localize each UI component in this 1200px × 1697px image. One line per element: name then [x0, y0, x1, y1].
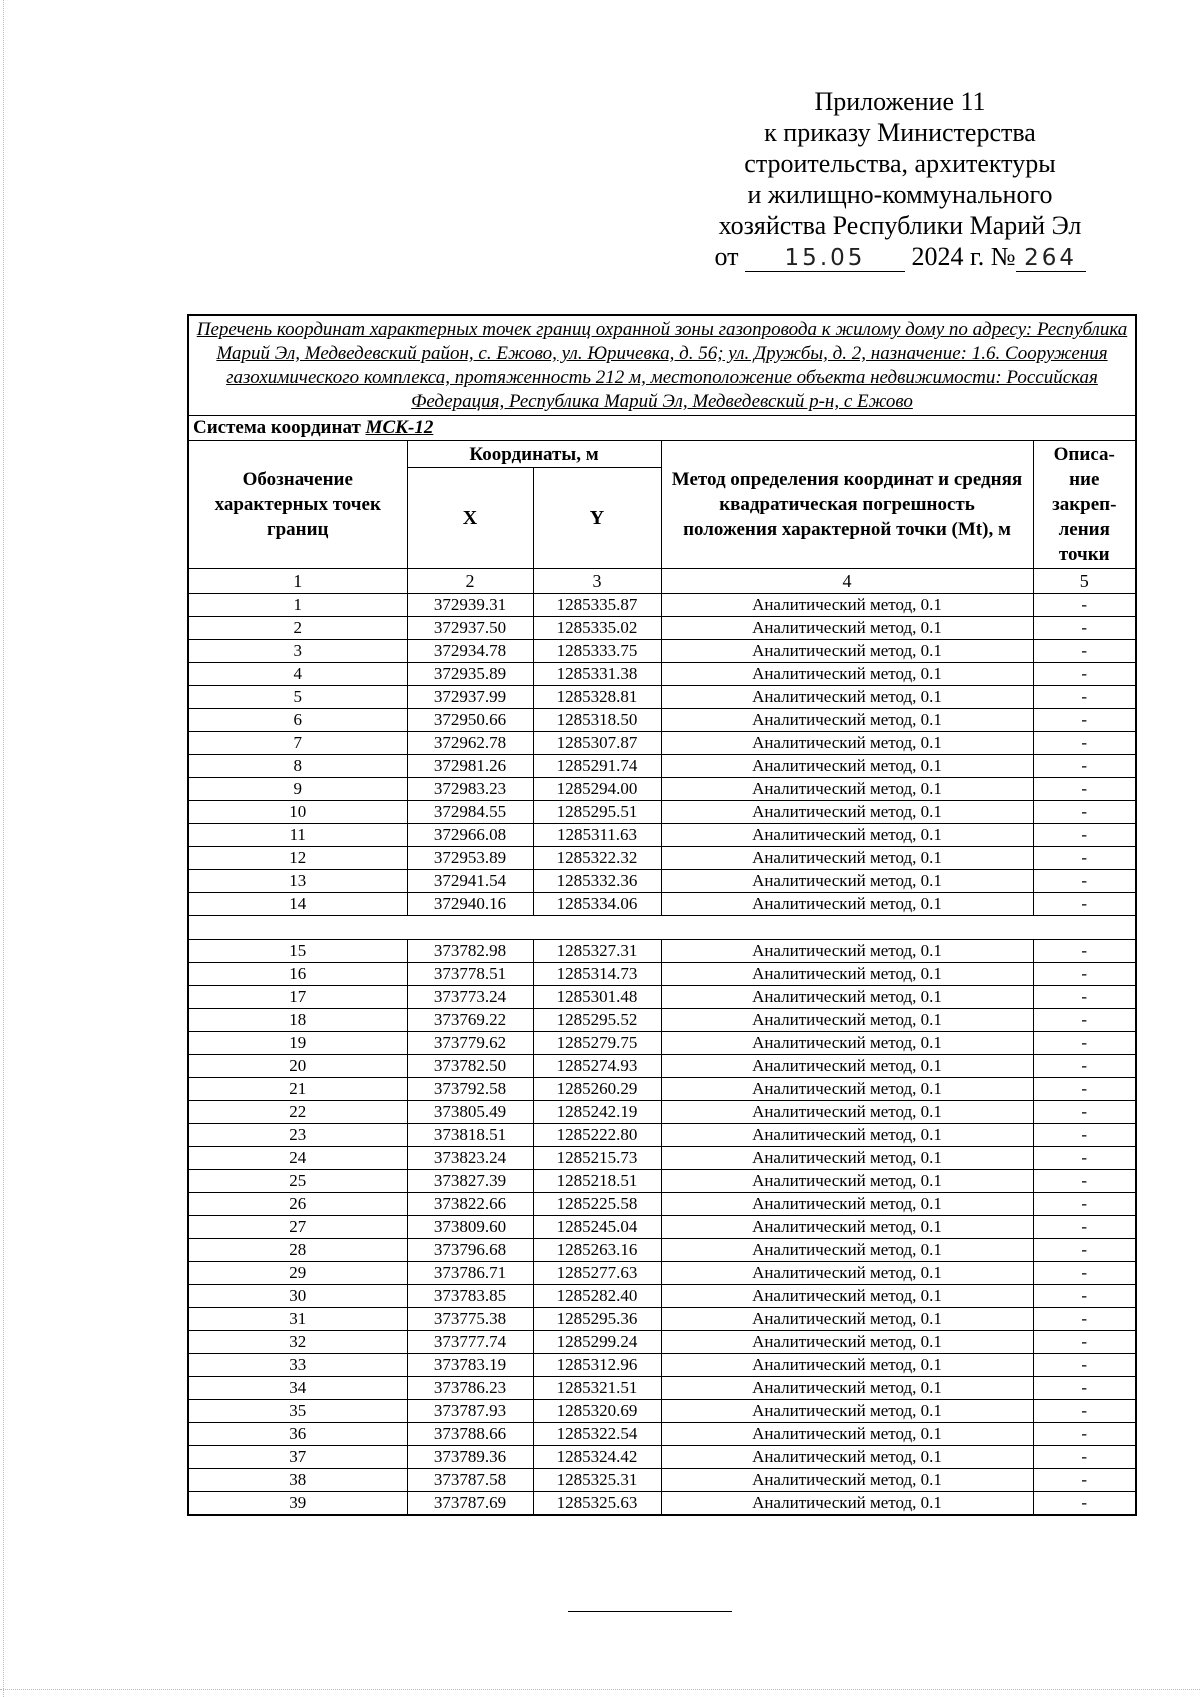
method-cell: Аналитический метод, 0.1 — [661, 1032, 1033, 1055]
method-cell: Аналитический метод, 0.1 — [661, 1423, 1033, 1446]
table-row — [188, 870, 1136, 893]
description-cell: - — [1033, 870, 1136, 893]
method-cell: Аналитический метод, 0.1 — [661, 1170, 1033, 1193]
description-cell: - — [1033, 963, 1136, 986]
table-row — [188, 1469, 1136, 1492]
description-cell: - — [1033, 1101, 1136, 1124]
method-cell: Аналитический метод, 0.1 — [661, 1400, 1033, 1423]
coordinate-system-value: МСК-12 — [365, 417, 434, 438]
coordinate-x: 373773.24 — [407, 986, 533, 1009]
method-cell: Аналитический метод, 0.1 — [661, 1469, 1033, 1492]
description-cell: - — [1033, 1124, 1136, 1147]
coordinate-y: 1285215.73 — [533, 1147, 661, 1170]
table-row — [188, 824, 1136, 847]
coordinate-y: 1285312.96 — [533, 1354, 661, 1377]
coordinate-x: 372940.16 — [407, 893, 533, 916]
coordinate-x: 373783.19 — [407, 1354, 533, 1377]
coordinate-y: 1285291.74 — [533, 755, 661, 778]
description-cell: - — [1033, 1032, 1136, 1055]
point-number: 36 — [188, 1423, 407, 1446]
method-cell: Аналитический метод, 0.1 — [661, 986, 1033, 1009]
coordinate-x: 373787.93 — [407, 1400, 533, 1423]
coordinate-x: 372962.78 — [407, 732, 533, 755]
coordinate-x: 373778.51 — [407, 963, 533, 986]
description-cell: - — [1033, 893, 1136, 916]
table-row — [188, 640, 1136, 663]
description-cell: - — [1033, 709, 1136, 732]
coordinate-y: 1285295.51 — [533, 801, 661, 824]
method-cell: Аналитический метод, 0.1 — [661, 1078, 1033, 1101]
coordinate-x: 373783.85 — [407, 1285, 533, 1308]
point-number: 31 — [188, 1308, 407, 1331]
coordinate-x: 372953.89 — [407, 847, 533, 870]
coordinate-y: 1285225.58 — [533, 1193, 661, 1216]
table-row — [188, 709, 1136, 732]
point-number: 21 — [188, 1078, 407, 1101]
coordinate-x: 373786.71 — [407, 1262, 533, 1285]
coordinate-x: 373823.24 — [407, 1147, 533, 1170]
point-number: 32 — [188, 1331, 407, 1354]
table-row — [188, 986, 1136, 1009]
method-cell: Аналитический метод, 0.1 — [661, 778, 1033, 801]
method-cell: Аналитический метод, 0.1 — [661, 686, 1033, 709]
appendix-title: Приложение 11 — [814, 87, 986, 116]
table-row — [188, 893, 1136, 916]
coordinate-x: 373822.66 — [407, 1193, 533, 1216]
coordinate-y: 1285245.04 — [533, 1216, 661, 1239]
method-cell: Аналитический метод, 0.1 — [661, 1354, 1033, 1377]
point-number: 38 — [188, 1469, 407, 1492]
table-row — [188, 1147, 1136, 1170]
description-cell: - — [1033, 778, 1136, 801]
coordinate-y: 1285295.36 — [533, 1308, 661, 1331]
column-number: 1 — [188, 569, 407, 594]
description-cell: - — [1033, 732, 1136, 755]
coordinates-table — [187, 314, 1137, 1516]
coordinate-x: 373787.58 — [407, 1469, 533, 1492]
description-cell: - — [1033, 1055, 1136, 1078]
coordinate-x: 373788.66 — [407, 1423, 533, 1446]
coordinate-x: 373779.62 — [407, 1032, 533, 1055]
point-number: 27 — [188, 1216, 407, 1239]
description-cell: - — [1033, 1400, 1136, 1423]
point-number: 13 — [188, 870, 407, 893]
coordinate-y: 1285218.51 — [533, 1170, 661, 1193]
method-cell: Аналитический метод, 0.1 — [661, 1377, 1033, 1400]
method-cell: Аналитический метод, 0.1 — [661, 663, 1033, 686]
table-row — [188, 663, 1136, 686]
table-row — [188, 1423, 1136, 1446]
method-cell: Аналитический метод, 0.1 — [661, 963, 1033, 986]
coordinate-x: 373782.98 — [407, 940, 533, 963]
coordinate-x: 373782.50 — [407, 1055, 533, 1078]
description-cell: - — [1033, 1170, 1136, 1193]
header-description: Описа-ние закреп-ления точки — [1033, 441, 1136, 569]
table-row — [188, 778, 1136, 801]
point-number: 24 — [188, 1147, 407, 1170]
description-cell: - — [1033, 594, 1136, 617]
point-number: 37 — [188, 1446, 407, 1469]
method-cell: Аналитический метод, 0.1 — [661, 732, 1033, 755]
coordinate-x: 373805.49 — [407, 1101, 533, 1124]
coordinate-y: 1285242.19 — [533, 1101, 661, 1124]
description-cell: - — [1033, 1009, 1136, 1032]
description-cell: - — [1033, 1147, 1136, 1170]
appendix-line-5: хозяйства Республики Марий Эл — [718, 211, 1082, 240]
description-cell: - — [1033, 1492, 1136, 1516]
column-number-row — [188, 569, 1136, 594]
point-number: 26 — [188, 1193, 407, 1216]
description-cell: - — [1033, 1446, 1136, 1469]
table-row — [188, 1239, 1136, 1262]
point-number: 16 — [188, 963, 407, 986]
coordinate-x: 373796.68 — [407, 1239, 533, 1262]
point-number: 34 — [188, 1377, 407, 1400]
header-coordinates: Координаты, м — [407, 441, 661, 468]
coordinate-x: 373777.74 — [407, 1331, 533, 1354]
coordinate-y: 1285332.36 — [533, 870, 661, 893]
appendix-line-3: строительства, архитектуры — [744, 149, 1056, 178]
coordinate-x: 372950.66 — [407, 709, 533, 732]
method-cell: Аналитический метод, 0.1 — [661, 847, 1033, 870]
coordinate-x: 372966.08 — [407, 824, 533, 847]
point-number: 3 — [188, 640, 407, 663]
coordinate-y: 1285314.73 — [533, 963, 661, 986]
method-cell: Аналитический метод, 0.1 — [661, 755, 1033, 778]
coordinate-x: 372983.23 — [407, 778, 533, 801]
appendix-line-2: к приказу Министерства — [764, 118, 1036, 147]
caption-row — [188, 315, 1136, 416]
description-cell: - — [1033, 1239, 1136, 1262]
description-cell: - — [1033, 1285, 1136, 1308]
point-number: 15 — [188, 940, 407, 963]
method-cell: Аналитический метод, 0.1 — [661, 1216, 1033, 1239]
description-cell: - — [1033, 847, 1136, 870]
method-cell: Аналитический метод, 0.1 — [661, 1308, 1033, 1331]
table-row — [188, 1446, 1136, 1469]
method-cell: Аналитический метод, 0.1 — [661, 801, 1033, 824]
table-row — [188, 847, 1136, 870]
method-cell: Аналитический метод, 0.1 — [661, 1009, 1033, 1032]
coordinate-y: 1285279.75 — [533, 1032, 661, 1055]
description-cell: - — [1033, 801, 1136, 824]
description-cell: - — [1033, 1078, 1136, 1101]
method-cell: Аналитический метод, 0.1 — [661, 824, 1033, 847]
point-number: 6 — [188, 709, 407, 732]
coordinate-system — [188, 416, 1136, 441]
point-number: 2 — [188, 617, 407, 640]
point-number: 25 — [188, 1170, 407, 1193]
table-row — [188, 1285, 1136, 1308]
point-number: 17 — [188, 986, 407, 1009]
table-row — [188, 1032, 1136, 1055]
coordinate-x: 372941.54 — [407, 870, 533, 893]
coordinate-system-label: Система координат — [193, 417, 361, 438]
table-row — [188, 1124, 1136, 1147]
coordinate-y: 1285263.16 — [533, 1239, 661, 1262]
coordinate-y: 1285274.93 — [533, 1055, 661, 1078]
coordinate-y: 1285335.87 — [533, 594, 661, 617]
method-cell: Аналитический метод, 0.1 — [661, 940, 1033, 963]
method-cell: Аналитический метод, 0.1 — [661, 1101, 1033, 1124]
table-row — [188, 617, 1136, 640]
point-number: 19 — [188, 1032, 407, 1055]
header-y: Y — [533, 468, 661, 569]
method-cell: Аналитический метод, 0.1 — [661, 640, 1033, 663]
point-number: 7 — [188, 732, 407, 755]
description-cell: - — [1033, 1216, 1136, 1239]
table-row — [188, 1101, 1136, 1124]
year-number-label: 2024 г. № — [911, 242, 1016, 271]
point-number: 18 — [188, 1009, 407, 1032]
table-row — [188, 686, 1136, 709]
point-number: 29 — [188, 1262, 407, 1285]
point-number: 8 — [188, 755, 407, 778]
coordinate-y: 1285322.54 — [533, 1423, 661, 1446]
description-cell: - — [1033, 824, 1136, 847]
coordinate-x: 372934.78 — [407, 640, 533, 663]
header-method: Метод определения координат и средняя квадратическая погрешность положения характерной точки (Mt), м — [661, 441, 1033, 569]
header-designation: Обозначение характерных точек границ — [188, 441, 407, 569]
table-row — [188, 1078, 1136, 1101]
coordinate-y: 1285327.31 — [533, 940, 661, 963]
table-row — [188, 732, 1136, 755]
method-cell: Аналитический метод, 0.1 — [661, 617, 1033, 640]
coordinate-x: 372937.50 — [407, 617, 533, 640]
coordinate-x: 372984.55 — [407, 801, 533, 824]
table-row — [188, 594, 1136, 617]
coordinate-y: 1285222.80 — [533, 1124, 661, 1147]
table-row — [188, 1170, 1136, 1193]
method-cell: Аналитический метод, 0.1 — [661, 1055, 1033, 1078]
point-number: 14 — [188, 893, 407, 916]
table-caption: Перечень координат характерных точек границ охранной зоны газопровода к жилому дому по адресу: Республика Марий Эл, Медведевский район, с. Ежово, ул. Юричевка, д. 56; ул. Дружбы, д. 2, назначение: 1.6. Сооружения газохимического комплекса, протяженность 212 м, местоположение объекта недвижимости: Российская Федерация, Республика Марий Эл, Медведевский р-н, с Ежово — [188, 315, 1136, 416]
table-row — [188, 940, 1136, 963]
group-separator-row — [188, 916, 1136, 940]
coordinate-y: 1285325.63 — [533, 1492, 661, 1516]
method-cell: Аналитический метод, 0.1 — [661, 1285, 1033, 1308]
scan-edge-bottom — [0, 1689, 1200, 1690]
coordinate-x: 373775.38 — [407, 1308, 533, 1331]
coordinate-y: 1285325.31 — [533, 1469, 661, 1492]
description-cell: - — [1033, 1354, 1136, 1377]
description-cell: - — [1033, 663, 1136, 686]
method-cell: Аналитический метод, 0.1 — [661, 1147, 1033, 1170]
appendix-line-4: и жилищно-коммунального — [747, 180, 1053, 209]
column-number: 5 — [1033, 569, 1136, 594]
table-row — [188, 1193, 1136, 1216]
point-number: 5 — [188, 686, 407, 709]
order-date-handwritten: 15.05 — [745, 245, 905, 272]
description-cell: - — [1033, 1193, 1136, 1216]
point-number: 4 — [188, 663, 407, 686]
from-label: от — [714, 242, 739, 271]
coordinate-x: 372935.89 — [407, 663, 533, 686]
coordinate-y: 1285295.52 — [533, 1009, 661, 1032]
coordinate-x: 373786.23 — [407, 1377, 533, 1400]
column-number: 4 — [661, 569, 1033, 594]
description-cell: - — [1033, 1308, 1136, 1331]
coordinate-x: 373789.36 — [407, 1446, 533, 1469]
point-number: 33 — [188, 1354, 407, 1377]
table-row — [188, 1400, 1136, 1423]
coordinate-y: 1285294.00 — [533, 778, 661, 801]
description-cell: - — [1033, 686, 1136, 709]
point-number: 20 — [188, 1055, 407, 1078]
description-cell: - — [1033, 1423, 1136, 1446]
point-number: 39 — [188, 1492, 407, 1516]
point-number: 9 — [188, 778, 407, 801]
table-row — [188, 801, 1136, 824]
method-cell: Аналитический метод, 0.1 — [661, 1446, 1033, 1469]
point-number: 28 — [188, 1239, 407, 1262]
coordinate-x: 372981.26 — [407, 755, 533, 778]
method-cell: Аналитический метод, 0.1 — [661, 870, 1033, 893]
coordinate-y: 1285318.50 — [533, 709, 661, 732]
table-row — [188, 1216, 1136, 1239]
description-cell: - — [1033, 617, 1136, 640]
method-cell: Аналитический метод, 0.1 — [661, 1239, 1033, 1262]
method-cell: Аналитический метод, 0.1 — [661, 1331, 1033, 1354]
appendix-header — [690, 86, 1110, 272]
coordinate-y: 1285321.51 — [533, 1377, 661, 1400]
header-x: X — [407, 468, 533, 569]
coordinate-y: 1285333.75 — [533, 640, 661, 663]
coordinate-x: 373827.39 — [407, 1170, 533, 1193]
coordinate-x: 373809.60 — [407, 1216, 533, 1239]
coordinate-x: 372937.99 — [407, 686, 533, 709]
description-cell: - — [1033, 755, 1136, 778]
method-cell: Аналитический метод, 0.1 — [661, 709, 1033, 732]
coordinate-y: 1285328.81 — [533, 686, 661, 709]
description-cell: - — [1033, 1377, 1136, 1400]
method-cell: Аналитический метод, 0.1 — [661, 594, 1033, 617]
coordinate-y: 1285311.63 — [533, 824, 661, 847]
coordinate-y: 1285322.32 — [533, 847, 661, 870]
coordinate-x: 373818.51 — [407, 1124, 533, 1147]
method-cell: Аналитический метод, 0.1 — [661, 893, 1033, 916]
coordinate-y: 1285324.42 — [533, 1446, 661, 1469]
method-cell: Аналитический метод, 0.1 — [661, 1124, 1033, 1147]
table-row — [188, 963, 1136, 986]
table-row — [188, 1009, 1136, 1032]
description-cell: - — [1033, 940, 1136, 963]
coordinate-y: 1285320.69 — [533, 1400, 661, 1423]
header-row-1 — [188, 441, 1136, 468]
coordinate-y: 1285277.63 — [533, 1262, 661, 1285]
coordinate-y: 1285260.29 — [533, 1078, 661, 1101]
table-row — [188, 755, 1136, 778]
description-cell: - — [1033, 640, 1136, 663]
coordinate-y: 1285301.48 — [533, 986, 661, 1009]
order-number-handwritten: 264 — [1016, 245, 1086, 272]
coordinate-y: 1285307.87 — [533, 732, 661, 755]
table-row — [188, 1354, 1136, 1377]
table-row — [188, 1492, 1136, 1516]
table-row — [188, 1055, 1136, 1078]
order-date-line — [690, 241, 1110, 272]
group-separator — [188, 916, 1136, 940]
description-cell: - — [1033, 1262, 1136, 1285]
point-number: 35 — [188, 1400, 407, 1423]
description-cell: - — [1033, 1469, 1136, 1492]
point-number: 12 — [188, 847, 407, 870]
point-number: 1 — [188, 594, 407, 617]
coordinate-x: 372939.31 — [407, 594, 533, 617]
coordinate-y: 1285335.02 — [533, 617, 661, 640]
coordinate-x: 373792.58 — [407, 1078, 533, 1101]
coordinate-y: 1285334.06 — [533, 893, 661, 916]
point-number: 30 — [188, 1285, 407, 1308]
point-number: 11 — [188, 824, 407, 847]
system-row — [188, 416, 1136, 441]
method-cell: Аналитический метод, 0.1 — [661, 1492, 1033, 1516]
method-cell: Аналитический метод, 0.1 — [661, 1262, 1033, 1285]
column-number: 3 — [533, 569, 661, 594]
column-number: 2 — [407, 569, 533, 594]
description-cell: - — [1033, 1331, 1136, 1354]
footer-rule — [568, 1611, 732, 1612]
description-cell: - — [1033, 986, 1136, 1009]
point-number: 23 — [188, 1124, 407, 1147]
coordinate-y: 1285299.24 — [533, 1331, 661, 1354]
point-number: 22 — [188, 1101, 407, 1124]
table-row — [188, 1308, 1136, 1331]
point-number: 10 — [188, 801, 407, 824]
scan-edge-left — [3, 0, 4, 1697]
coordinate-x: 373787.69 — [407, 1492, 533, 1516]
coordinate-y: 1285331.38 — [533, 663, 661, 686]
method-cell: Аналитический метод, 0.1 — [661, 1193, 1033, 1216]
table-row — [188, 1331, 1136, 1354]
table-row — [188, 1262, 1136, 1285]
coordinate-y: 1285282.40 — [533, 1285, 661, 1308]
table-row — [188, 1377, 1136, 1400]
coordinate-x: 373769.22 — [407, 1009, 533, 1032]
